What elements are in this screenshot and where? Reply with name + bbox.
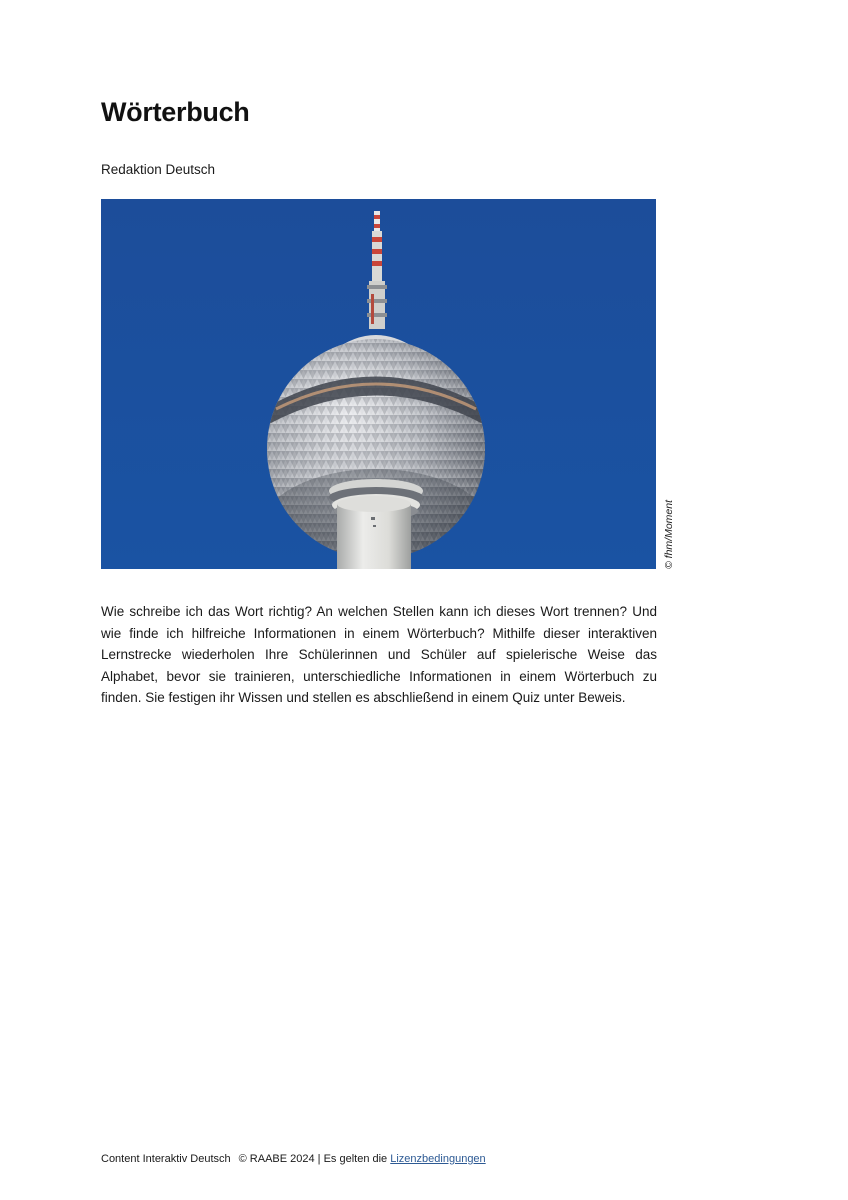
page-title: Wörterbuch [101, 97, 250, 127]
license-link[interactable]: Lizenzbedingungen [390, 1153, 486, 1165]
image-credit-text: © fhm/Moment [663, 499, 675, 569]
page-footer [101, 1151, 486, 1167]
footer-copyright: © RAABE 2024 | Es gelten die [238, 1153, 388, 1165]
footer-product: Content Interaktiv Deutsch [101, 1153, 231, 1165]
intro-paragraph: Wie schreibe ich das Wort richtig? An welchen Stellen kann ich dieses Wort trennen? Und wie finde ich hilfreiche Informationen in einem Wörterbuch? Mithilfe dieser interaktiven Lernstrecke wiederholen Ihre Schülerinnen und Schüler auf spielerische Weise das Alphabet, bevor sie trainieren, unterschiedliche Informationen in einem Wörterbuch zu finden. Sie festigen ihr Wissen und stellen es abschließend in einem Quiz unter Beweis. [101, 604, 657, 706]
tv-tower-photo [101, 199, 656, 569]
author-line: Redaktion Deutsch [101, 162, 216, 177]
